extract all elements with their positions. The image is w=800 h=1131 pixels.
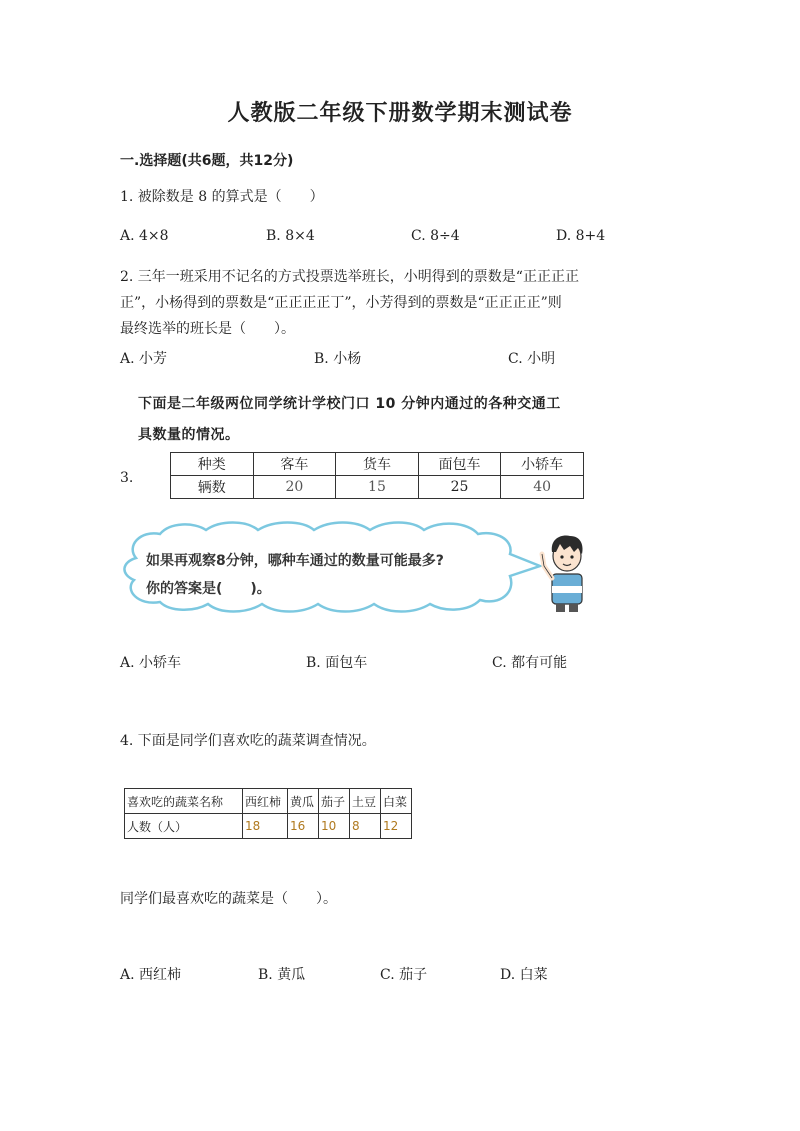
table-row bbox=[125, 814, 412, 839]
table-header-cell: 小轿车 bbox=[501, 453, 584, 476]
section-heading: 一.选择题(共6题，共12分) bbox=[120, 153, 294, 169]
table-row-label: 人数（人） bbox=[125, 814, 243, 839]
table-row bbox=[171, 453, 584, 476]
table-header-cell: 白菜 bbox=[381, 789, 412, 814]
q2-option-b: B. 小杨 bbox=[314, 351, 362, 367]
page-title: 人教版二年级下册数学期末测试卷 bbox=[227, 100, 573, 126]
table-header-cell: 西红柿 bbox=[243, 789, 288, 814]
q4-option-b: B. 黄瓜 bbox=[258, 967, 306, 983]
q3-intro-line-1: 下面是二年级两位同学统计学校门口 10 分钟内通过的各种交通工 bbox=[138, 396, 561, 412]
question-2-stem bbox=[120, 264, 680, 342]
table-row-label: 辆数 bbox=[171, 476, 254, 499]
table-cell: 40 bbox=[501, 476, 584, 499]
q2-option-a: A. 小芳 bbox=[120, 351, 168, 367]
table-header-cell: 茄子 bbox=[319, 789, 350, 814]
q2-line-3: 最终选举的班长是（ ）。 bbox=[120, 321, 295, 337]
q3-number: 3. bbox=[120, 470, 134, 486]
table-cell: 18 bbox=[243, 814, 288, 839]
table-cell: 8 bbox=[350, 814, 381, 839]
table-cell: 20 bbox=[253, 476, 336, 499]
table-header-cell: 货车 bbox=[336, 453, 419, 476]
cloud-question-line-1: 如果再观察8分钟，哪种车通过的数量可能最多? bbox=[146, 553, 444, 569]
boy-illustration-icon bbox=[536, 530, 596, 614]
table-cell: 16 bbox=[288, 814, 319, 839]
traffic-table bbox=[170, 452, 584, 499]
question-1-stem: 1. 被除数是 8 的算式是（ ） bbox=[120, 189, 324, 205]
cloud-question-line-2: 你的答案是( )。 bbox=[146, 581, 271, 597]
q4-option-d: D. 白菜 bbox=[500, 967, 548, 983]
table-header-cell: 客车 bbox=[253, 453, 336, 476]
q3-intro-line-2: 具数量的情况。 bbox=[138, 427, 240, 443]
q3-option-a: A. 小轿车 bbox=[120, 655, 182, 671]
table-header-cell: 土豆 bbox=[350, 789, 381, 814]
vegetable-table bbox=[124, 788, 412, 839]
q1-option-a: A. 4×8 bbox=[120, 228, 169, 244]
table-cell: 10 bbox=[319, 814, 350, 839]
table-cell: 12 bbox=[381, 814, 412, 839]
table-row bbox=[125, 789, 412, 814]
question-4-stem: 4. 下面是同学们喜欢吃的蔬菜调查情况。 bbox=[120, 733, 376, 749]
table-header-cell: 黄瓜 bbox=[288, 789, 319, 814]
q2-option-c: C. 小明 bbox=[508, 351, 556, 367]
q4-option-a: A. 西红柿 bbox=[120, 967, 182, 983]
table-cell: 15 bbox=[336, 476, 419, 499]
q4-option-c: C. 茄子 bbox=[380, 967, 428, 983]
q1-option-b: B. 8×4 bbox=[266, 228, 315, 244]
q3-option-c: C. 都有可能 bbox=[492, 655, 568, 671]
table-cell: 25 bbox=[418, 476, 501, 499]
q4-question: 同学们最喜欢吃的蔬菜是（ ）。 bbox=[120, 891, 337, 907]
table-header-cell: 面包车 bbox=[418, 453, 501, 476]
q3-option-b: B. 面包车 bbox=[306, 655, 368, 671]
table-header-cell: 喜欢吃的蔬菜名称 bbox=[125, 789, 243, 814]
table-header-cell: 种类 bbox=[171, 453, 254, 476]
q1-option-d: D. 8+4 bbox=[556, 228, 606, 244]
q1-option-c: C. 8÷4 bbox=[411, 228, 460, 244]
q2-line-2: 正”，小杨得到的票数是“正正正正丁”，小芳得到的票数是“正正正正”则 bbox=[120, 295, 562, 311]
q2-line-1: 2. 三年一班采用不记名的方式投票选举班长，小明得到的票数是“正正正正 bbox=[120, 269, 579, 285]
table-row bbox=[171, 476, 584, 499]
